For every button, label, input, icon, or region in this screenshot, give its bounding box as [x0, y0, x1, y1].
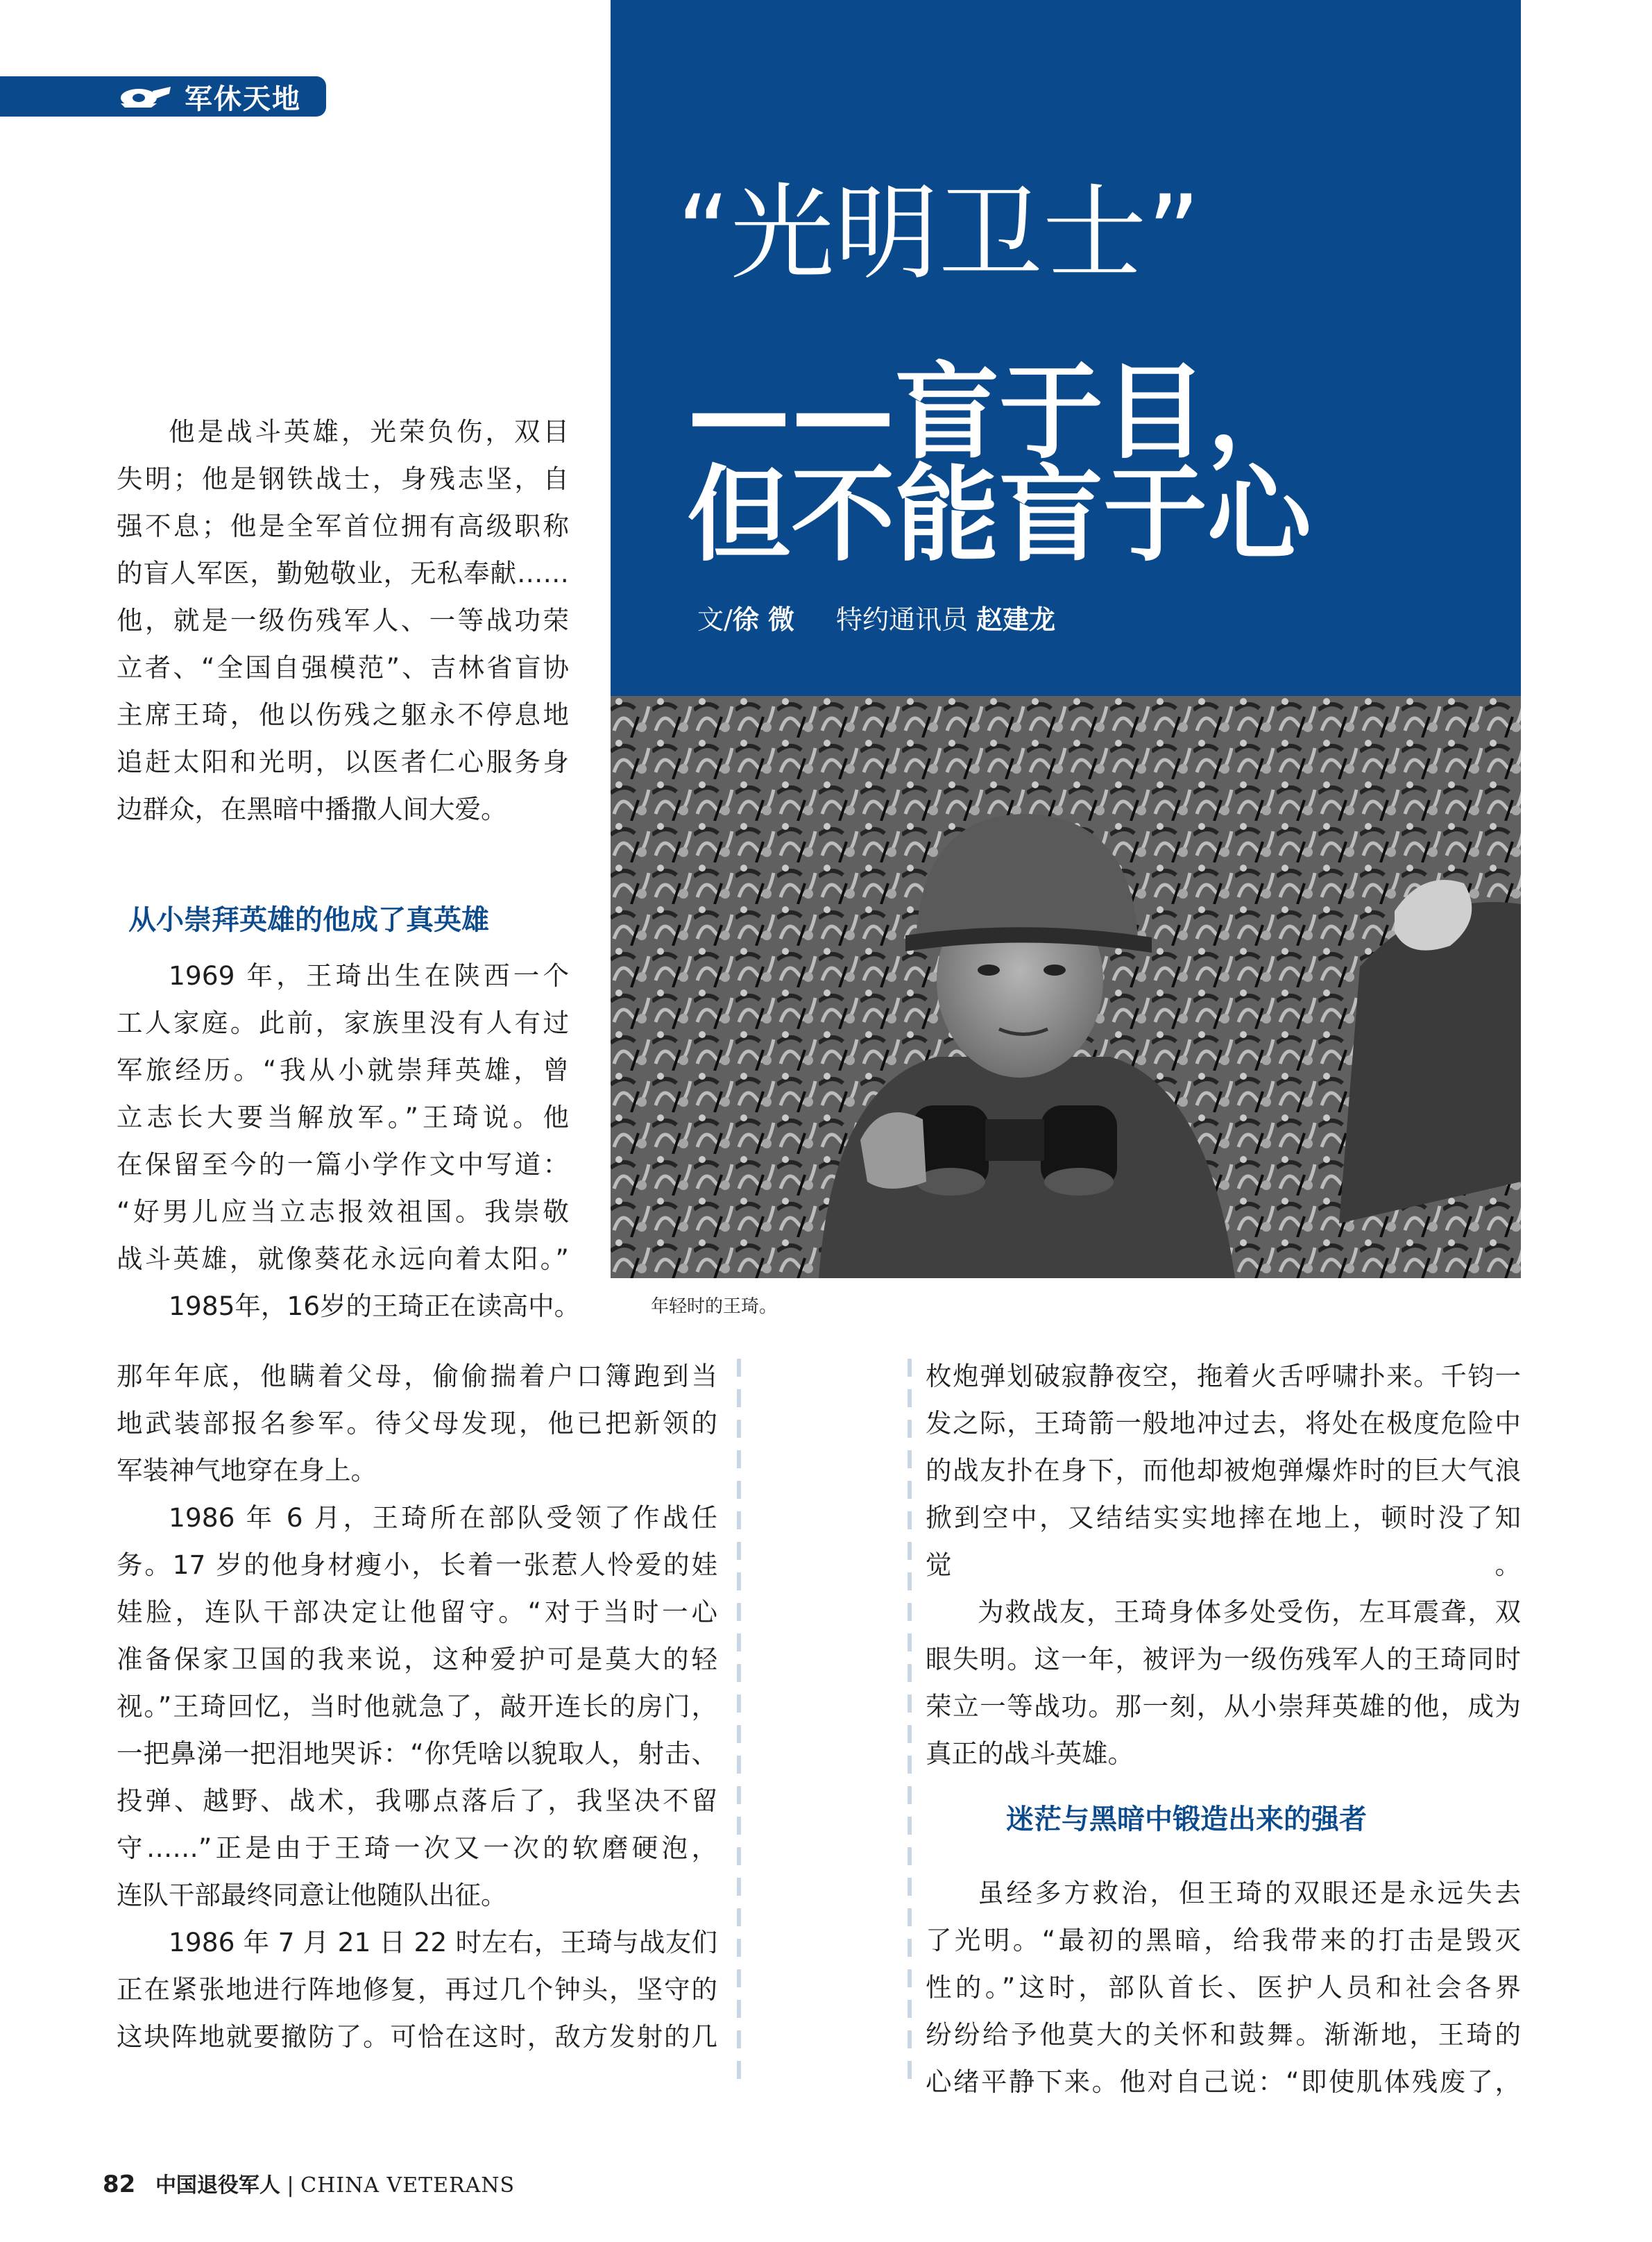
section-heading-1: 从小崇拜英雄的他成了真英雄 [128, 904, 489, 936]
page-footer [103, 2168, 515, 2198]
text-line: 立志长大要当解放军。”王琦说。他 [117, 1102, 569, 1132]
intro-paragraph [117, 408, 569, 833]
text-line: 1969 年，王琦出生在陕西一个 [169, 960, 569, 991]
text-line: 军装神气地穿在身上。 [117, 1455, 377, 1486]
text-line: 1985年，16岁的王琦正在读高中。 [169, 1291, 581, 1321]
page-number: 82 [103, 2171, 136, 2198]
text-line: 战斗英雄，就像葵花永远向着太阳。” [117, 1243, 569, 1274]
byline-correspondent: 赵建龙 [976, 604, 1056, 635]
text-line: 眼失明。这一年，被评为一级伤残军人的王琦同时 [926, 1644, 1521, 1674]
byline [697, 598, 1055, 636]
text-line: 心绪平静下来。他对自己说：“即使肌体残废了， [926, 2066, 1521, 2097]
text-line: 准备保家卫国的我来说，这种爱护可是莫大的轻 [117, 1644, 717, 1674]
text-line: 性的。”这时，部队首长、医护人员和社会各界 [926, 1972, 1521, 2003]
byline-author: 徐 微 [732, 604, 795, 635]
text-line: 纷纷给予他莫大的关怀和鼓舞。渐渐地，王琦的 [926, 2019, 1521, 2050]
column-divider [908, 1359, 912, 2080]
text-line: “好男儿应当立志报效祖国。我崇敬 [117, 1196, 569, 1227]
article-title-line3: 但不能盲于心 [687, 455, 1312, 576]
text-line: 在保留至今的一篇小学作文中写道： [117, 1149, 569, 1180]
text-line: 为救战友，王琦身体多处受伤，左耳震聋，双 [978, 1597, 1521, 1627]
intro-line: 主席王琦，他以伤残之躯永不停息地 [117, 699, 569, 730]
magazine-english-name: CHINA VETERANS [300, 2173, 516, 2198]
text-line: 荣立一等战功。那一刻，从小崇拜英雄的他，成为 [926, 1691, 1521, 1722]
column-b [117, 1352, 717, 2060]
intro-line: 强不息；他是全军首位拥有高级职称 [117, 511, 569, 541]
byline-prefix: 文/ [697, 604, 733, 635]
intro-line: 追赶太阳和光明，以医者仁心服务身 [117, 747, 569, 777]
intro-line: 的盲人军医，勤勉敬业，无私奉献…… [117, 558, 569, 588]
intro-line: 失明；他是钢铁战士，身残志坚，自 [117, 464, 569, 494]
section-heading-2: 迷茫与黑暗中锻造出来的强者 [1006, 1803, 1367, 1835]
column-c [926, 1352, 1521, 2105]
article-title-line2: ——盲于目， [687, 353, 1312, 473]
column-a [117, 952, 581, 1330]
text-line: 了光明。“最初的黑暗，给我带来的打击是毁灭 [926, 1925, 1521, 1955]
text-line: 一把鼻涕一把泪地哭诉：“你凭啥以貌取人，射击、 [117, 1738, 717, 1769]
text-line: 发之际，王琦箭一般地冲过去，将处在极度危险中 [926, 1408, 1521, 1438]
text-line: 连队干部最终同意让他随队出征。 [117, 1880, 507, 1910]
footer-separator: | [287, 2173, 294, 2198]
intro-line: 他，就是一级伤残军人、一等战功荣 [117, 605, 569, 636]
text-line: 的战友扑在身下，而他却被炮弹爆炸时的巨大气浪 [926, 1455, 1521, 1486]
text-line: 务。17 岁的他身材瘦小，长着一张惹人怜爱的娃 [117, 1549, 717, 1580]
text-line: 地武装部报名参军。待父母发现，他已把新领的 [117, 1408, 717, 1438]
photo-caption: 年轻时的王琦。 [651, 1296, 778, 1317]
text-line: 真正的战斗英雄。 [926, 1738, 1134, 1769]
section-tag [0, 76, 326, 117]
intro-line: 他是战斗英雄，光荣负伤，双目 [169, 416, 569, 447]
text-line: 掀到空中，又结结实实地摔在地上，顿时没了知觉。 [926, 1502, 1521, 1580]
text-line: 守……”正是由于王琦一次又一次的软磨硬泡， [117, 1833, 717, 1863]
text-line: 1986 年 7 月 21 日 22 时左右，王琦与战友们 [169, 1927, 717, 1957]
text-line: 工人家庭。此前，家族里没有人有过 [117, 1008, 569, 1038]
text-line: 1986 年 6 月，王琦所在部队受领了作战任 [169, 1502, 717, 1533]
text-line: 军旅经历。“我从小就崇拜英雄，曾 [117, 1055, 569, 1085]
soldier-photo [611, 696, 1521, 1278]
text-line: 视。”王琦回忆，当时他就急了，敲开连长的房门， [117, 1691, 717, 1722]
magazine-name: 中国退役军人 [155, 2173, 280, 2198]
text-line: 枚炮弹划破寂静夜空，拖着火舌呼啸扑来。千钧一 [926, 1361, 1521, 1391]
article-title-line1: “光明卫士” [676, 173, 1201, 294]
text-line: 投弹、越野、战术，我哪点落后了，我坚决不留 [117, 1785, 717, 1816]
intro-line: 边群众，在黑暗中播撒人间大爱。 [117, 794, 507, 824]
text-line: 那年年底，他瞒着父母，偷偷揣着户口簿跑到当 [117, 1361, 717, 1391]
military-cap-icon [118, 83, 172, 110]
title-block [611, 0, 1521, 696]
text-line: 正在紧张地进行阵地修复，再过几个钟头，坚守的 [117, 1974, 717, 2005]
column-divider [737, 1359, 741, 2080]
text-line: 这块阵地就要撤防了。可恰在这时，敌方发射的几 [117, 2021, 717, 2052]
text-line: 虽经多方救治，但王琦的双眼还是永远失去 [978, 1878, 1521, 1908]
text-line: 娃脸，连队干部决定让他留守。“对于当时一心 [117, 1597, 717, 1627]
byline-role: 特约通讯员 [836, 604, 969, 635]
section-label: 军休天地 [185, 83, 301, 115]
intro-line: 立者、“全国自强模范”、吉林省盲协 [117, 652, 569, 683]
